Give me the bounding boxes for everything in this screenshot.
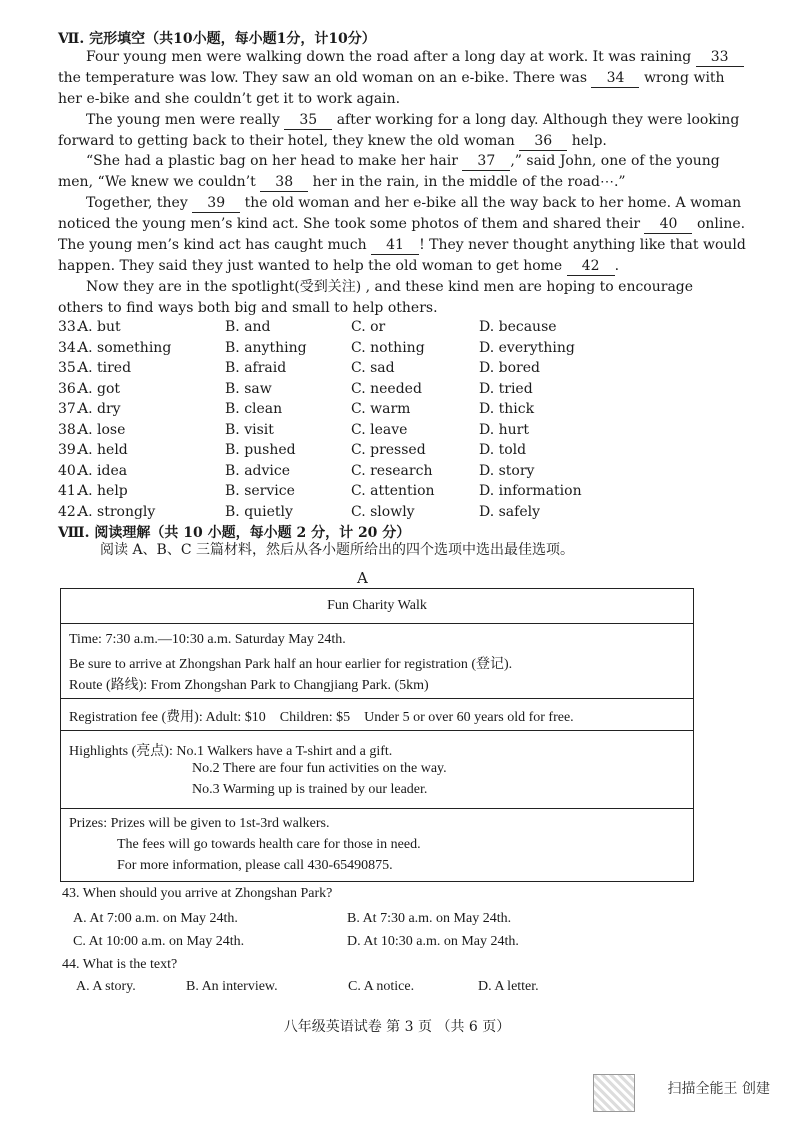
section-7-title: Ⅶ. 完形填空（共10小题，每小题1分，计10分） (58, 31, 376, 47)
notice-title-cell (61, 589, 693, 624)
question-43-option-d: D. At 10:30 a.m. on May 24th. (347, 934, 519, 949)
notice-prizes-cell (61, 808, 693, 880)
notice-fee-cell (61, 698, 693, 731)
notice-route: Route (路线): From Zhongshan Park to Changjiang Park. (5km) (69, 678, 429, 693)
option-row: 40. A. idea B. advice C. research D. story (58, 463, 535, 479)
question-43-option-c: C. At 10:00 a.m. on May 24th. (73, 934, 245, 949)
charity-walk-notice (60, 588, 694, 882)
question-44-option-b: B. An interview. (186, 979, 278, 994)
blank-42: 42 (567, 257, 615, 276)
option-row: 36. A. got B. saw C. needed D. tried (58, 381, 533, 397)
notice-time: Time: 7:30 a.m.—10:30 a.m. Saturday May 24th. (69, 632, 346, 647)
option-row: 34. A. something B. anything C. nothing D. everything (58, 340, 575, 356)
option-row: 38. A. lose B. visit C. leave D. hurt (58, 422, 529, 438)
scanner-watermark: 扫描全能王 创建 (667, 1081, 770, 1097)
blank-36: 36 (519, 132, 567, 151)
passage-line: others to find ways both big and small to help others. (58, 300, 438, 316)
passage-line: The young men were really 35 after working for a long day. Although they were looking (86, 112, 740, 128)
passage-line: Now they are in the spotlight(受到关注) , and these kind men are hoping to encourage (86, 279, 694, 295)
question-44-option-c: C. A notice. (348, 979, 415, 994)
option-row: 37. A. dry B. clean C. warm D. thick (58, 401, 535, 417)
blank-34: 34 (591, 69, 639, 88)
question-43-option-a: A. At 7:00 a.m. on May 24th. (73, 911, 238, 926)
blank-35: 35 (284, 111, 332, 130)
notice-highlight-3: No.3 Warming up is trained by our leader. (192, 782, 428, 797)
notice-time-cell (61, 623, 693, 699)
passage-line: the temperature was low. They saw an old woman on an e-bike. There was 34 wrong with (58, 70, 725, 86)
passage-line: happen. They said they just wanted to help the old woman to get home 42 . (58, 258, 620, 274)
question-44-option-a: A. A story. (76, 979, 136, 994)
question-44-stem: 44. What is the text? (62, 957, 178, 972)
passage-line: her e-bike and she couldn’t get it to work again. (58, 91, 401, 107)
blank-37: 37 (462, 152, 510, 171)
notice-prize-1: Prizes: Prizes will be given to 1st-3rd walkers. (69, 816, 330, 831)
notice-arrive: Be sure to arrive at Zhongshan Park half an hour earlier for registration (登记). (69, 657, 513, 672)
passage-line: “She had a plastic bag on her head to make her hair 37 ,” said John, one of the young (86, 153, 720, 169)
passage-line: The young men’s kind act has caught much 41 ! They never thought anything like that would (58, 237, 746, 253)
passage-line: forward to getting back to their hotel, they knew the old woman 36 help. (58, 133, 607, 149)
question-44-option-d: D. A letter. (478, 979, 539, 994)
question-43-stem: 43. When should you arrive at Zhongshan Park? (62, 886, 333, 901)
passage-line: men, “We knew we couldn’t 38 her in the rain, in the middle of the road⋯.” (58, 174, 626, 190)
blank-40: 40 (644, 215, 692, 234)
notice-highlights-cell (61, 730, 693, 809)
option-row: 35. A. tired B. afraid C. sad D. bored (58, 360, 540, 376)
section-8-instruction: 阅读 A、B、C 三篇材料，然后从各小题所给出的四个选项中选出最佳选项。 (100, 542, 575, 558)
passage-label: A (357, 569, 368, 587)
notice-fee: Registration fee (费用): Adult: $10 Children: $5 Under 5 or over 60 years old for free. (69, 710, 574, 725)
option-row: 33. A. but B. and C. or D. because (58, 319, 557, 335)
blank-38: 38 (260, 173, 308, 192)
option-row: 42. A. strongly B. quietly C. slowly D. safely (58, 504, 541, 520)
qr-code-icon (593, 1074, 635, 1112)
section-8-title: Ⅷ. 阅读理解（共 10 小题，每小题 2 分，计 20 分） (58, 525, 411, 541)
notice-prize-3: For more information, please call 430-65490875. (117, 858, 393, 873)
notice-title: Fun Charity Walk (327, 598, 427, 613)
blank-41: 41 (371, 236, 419, 255)
passage-line: Together, they 39 the old woman and her e-bike all the way back to her home. A woman (86, 195, 742, 211)
question-43-option-b: B. At 7:30 a.m. on May 24th. (347, 911, 512, 926)
option-row: 41. A. help B. service C. attention D. information (58, 483, 582, 499)
page-footer: 八年级英语试卷 第 3 页 （共 6 页） (283, 1019, 511, 1035)
passage-line: Four young men were walking down the road after a long day at work. It was raining 33 (86, 48, 744, 67)
passage-line: noticed the young men’s kind act. She took some photos of them and shared their 40 online. (58, 216, 746, 232)
notice-highlight-2: No.2 There are four fun activities on the way. (192, 761, 447, 776)
blank-33: 33 (696, 48, 744, 67)
blank-39: 39 (192, 194, 240, 213)
notice-prize-2: The fees will go towards health care for those in need. (117, 837, 421, 852)
option-row: 39. A. held B. pushed C. pressed D. told (58, 442, 527, 458)
notice-highlight-1: Highlights (亮点): No.1 Walkers have a T-shirt and a gift. (69, 744, 393, 759)
